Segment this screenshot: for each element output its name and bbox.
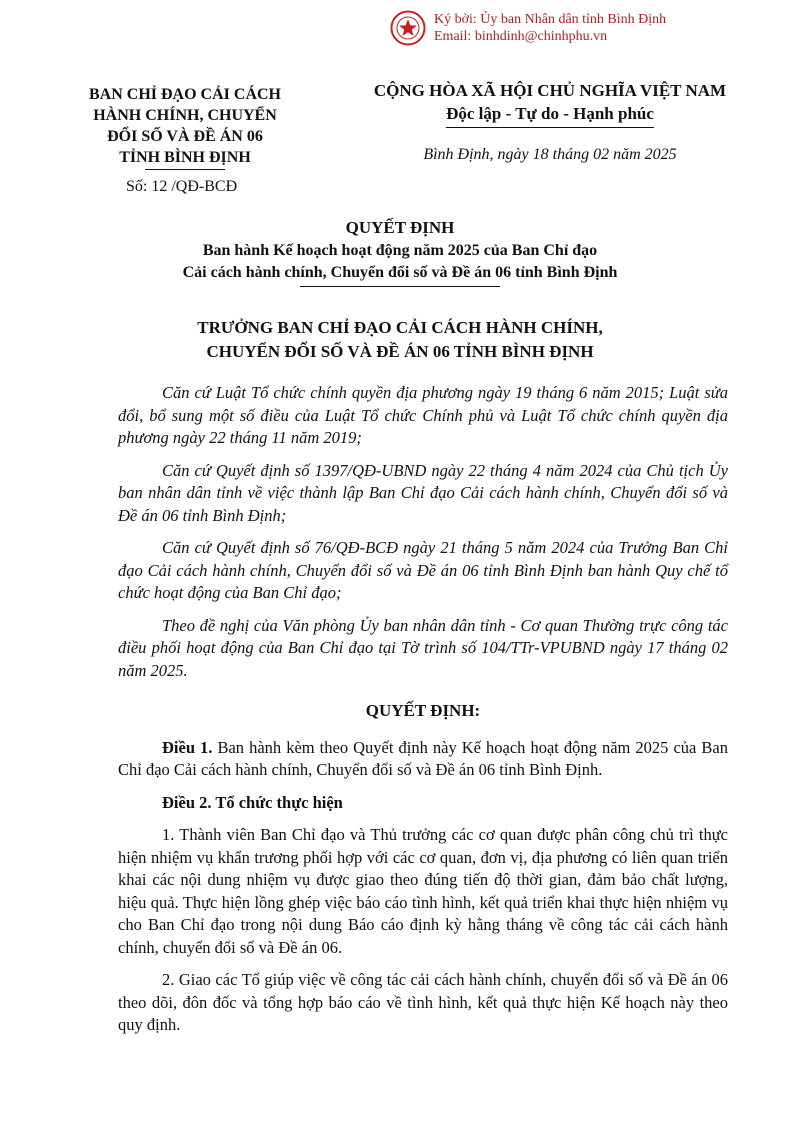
national-header bbox=[345, 80, 755, 164]
seal-icon bbox=[390, 10, 426, 46]
article-2-item-2 bbox=[118, 969, 728, 1037]
article-2-item-1 bbox=[118, 824, 728, 959]
title-sub-1: Ban hành Kế hoạch hoạt động năm 2025 của Ban Chỉ đạo bbox=[202, 242, 598, 259]
document-title bbox=[90, 216, 710, 287]
title-main: QUYẾT ĐỊNH bbox=[345, 218, 455, 237]
item-1-label: 1. bbox=[162, 825, 175, 844]
article-1-text: Ban hành kèm theo Quyết định này Kế hoạch hoạt động năm 2025 của Ban Chỉ đạo Cải cách hành chính, Chuyển đổi số và Đề án 06 tỉnh Bình Định. bbox=[118, 737, 728, 779]
authority-line-3: ĐỔI SỐ VÀ ĐỀ ÁN 06 bbox=[107, 128, 263, 145]
item-2-label: 2. bbox=[162, 970, 175, 989]
issuing-authority bbox=[55, 84, 315, 170]
article-1 bbox=[118, 737, 728, 782]
issue-date: Bình Định, ngày 18 tháng 02 năm 2025 bbox=[423, 146, 677, 163]
preamble-paragraph: Theo đề nghị của Văn phòng Ủy ban nhân dân tỉnh - Cơ quan Thường trực công tác điều phối hoạt động của Ban Chỉ đạo tại Tờ trình số 104/TTr-VPUBND ngày 17 tháng 02 năm 2025. bbox=[118, 615, 728, 680]
document-number: Số: 12 /QĐ-BCĐ bbox=[126, 178, 238, 195]
authority-line-1: BAN CHỈ ĐẠO CẢI CÁCH bbox=[88, 86, 281, 103]
preamble-paragraph: Căn cứ Quyết định số 1397/QĐ-UBND ngày 22 tháng 4 năm 2024 của Chủ tịch Ủy ban nhân dân tỉnh về việc thành lập Ban Chỉ đạo Cải cách hành chính, Chuyển đổi số và Đề án 06 tỉnh Bình Định; bbox=[118, 460, 728, 525]
author-line-2: CHUYỂN ĐỔI SỐ VÀ ĐỀ ÁN 06 TỈNH BÌNH ĐỊNH bbox=[206, 342, 594, 361]
item-2-text: Giao các Tổ giúp việc về công tác cải cách hành chính, chuyển đổi số và Đề án 06 theo dõi, đôn đốc và tổng hợp báo cáo về tình hình, kết quả thực hiện Kế hoạch này theo quy định. bbox=[118, 970, 728, 1034]
signer-email: Email: binhdinh@chinhphu.vn bbox=[434, 29, 608, 44]
title-underline bbox=[300, 286, 500, 287]
issuing-authority-title bbox=[90, 316, 710, 364]
article-2-heading: Điều 2. Tổ chức thực hiện bbox=[162, 792, 343, 812]
nation-name: CỘNG HÒA XÃ HỘI CHỦ NGHĨA VIỆT NAM bbox=[373, 81, 727, 100]
article-1-label: Điều 1. bbox=[162, 737, 213, 757]
decision-heading: QUYẾT ĐỊNH: bbox=[365, 701, 481, 720]
preamble-paragraph: Căn cứ Luật Tổ chức chính quyền địa phương ngày 19 tháng 6 năm 2015; Luật sửa đổi, bổ sung một số điều của Luật Tổ chức Chính phủ và Luật Tổ chức chính quyền địa phương ngày 22 tháng 11 năm 2019; bbox=[118, 383, 728, 447]
national-motto: Độc lập - Tự do - Hạnh phúc bbox=[446, 102, 654, 128]
digital-signature bbox=[390, 8, 750, 48]
authority-line-4: TỈNH BÌNH ĐỊNH bbox=[119, 149, 251, 166]
signature-text bbox=[434, 11, 666, 45]
item-1-text: Thành viên Ban Chỉ đạo và Thủ trưởng các cơ quan được phân công chủ trì thực hiện nhiệm vụ khẩn trương phối hợp với các cơ quan, đơn vị, địa phương có liên quan triển khai các nội dung nhiệm vụ được giao theo đúng tiến độ thời gian, đảm bảo chất lượng, hiệu quả. Thực hiện lồng ghép việc báo cáo tình hình, kết quả triển khai thực hiện nhiệm vụ cho Ban Chỉ đạo trong nội dung Báo cáo định kỳ hằng tháng về công tác cải cách hành chính, chuyển đổi số và Đề án 06. bbox=[118, 825, 728, 957]
authority-underline bbox=[145, 169, 225, 170]
authority-line-2: HÀNH CHÍNH, CHUYỂN bbox=[93, 107, 277, 124]
document-body bbox=[118, 382, 728, 1047]
title-sub-2: Cải cách hành chính, Chuyển đổi số và Đề án 06 tỉnh Bình Định bbox=[182, 264, 618, 281]
signed-by: Ký bởi: Ủy ban Nhân dân tỉnh Bình Định bbox=[434, 12, 667, 27]
author-line-1: TRƯỞNG BAN CHỈ ĐẠO CẢI CÁCH HÀNH CHÍNH, bbox=[197, 318, 603, 337]
preamble-paragraph: Căn cứ Quyết định số 76/QĐ-BCĐ ngày 21 tháng 5 năm 2024 của Trưởng Ban Chỉ đạo Cải cách hành chính, Chuyển đổi số và Đề án 06 tỉnh Bình Định ban hành Quy chế tổ chức hoạt động của Ban Chỉ đạo; bbox=[118, 538, 728, 602]
